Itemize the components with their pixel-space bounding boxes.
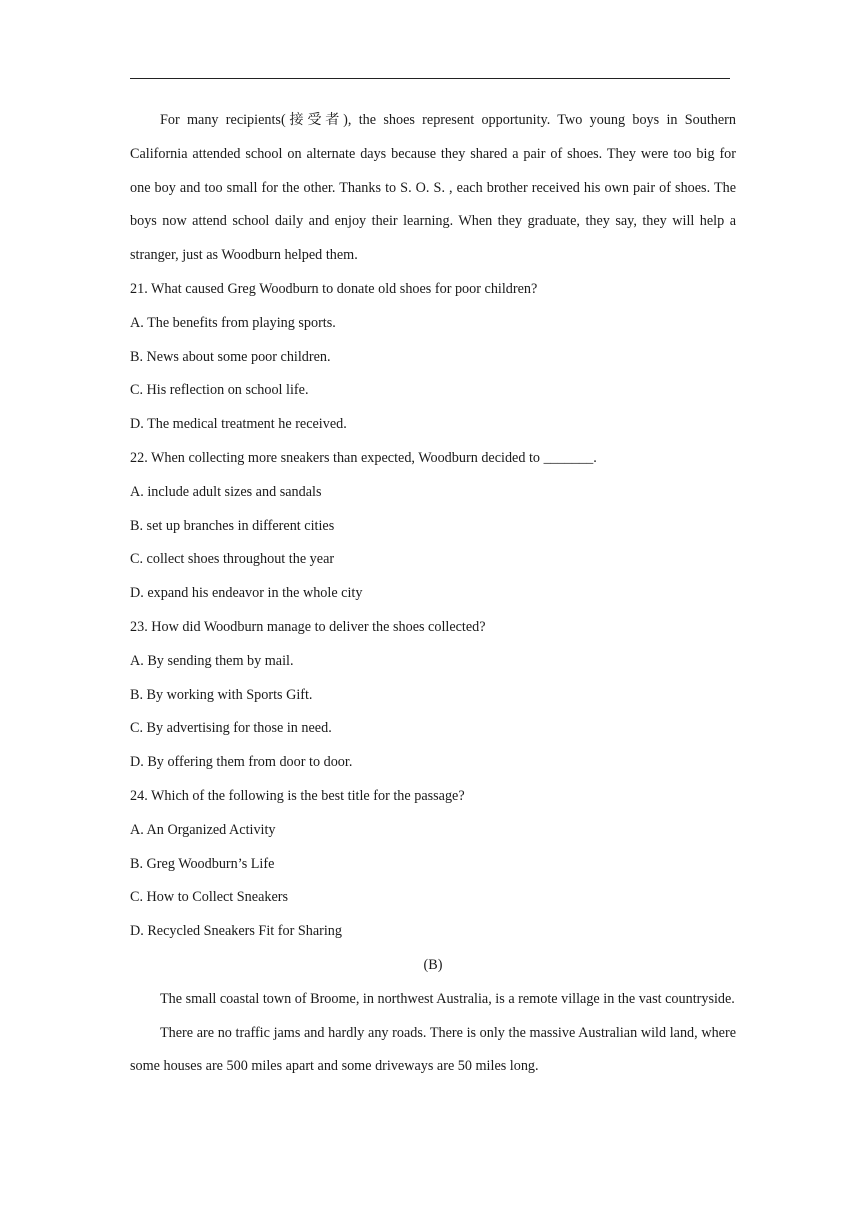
option-d: D. expand his endeavor in the whole city [130, 585, 363, 602]
question-stem: 23. How did Woodburn manage to deliver the shoes collected? [130, 618, 486, 635]
option-c: C. How to Collect Sneakers [130, 889, 289, 906]
section-heading: (B) [423, 956, 443, 973]
passage-b-paragraph: There are no traffic jams and hardly any roads. There is only the massive Australian wild land, where some houses are 500 miles apart and some driveways are 50 miles long. [130, 1024, 736, 1075]
option-c: C. His reflection on school life. [130, 382, 309, 399]
question-stem: 22. When collecting more sneakers than expected, Woodburn decided to _______. [130, 449, 597, 466]
option-b: B. By working with Sports Gift. [130, 686, 313, 703]
option-a: A. An Organized Activity [130, 821, 276, 838]
question-stem: 21. What caused Greg Woodburn to donate old shoes for poor children? [130, 280, 538, 297]
answer-options [130, 476, 736, 611]
question-21 [130, 273, 736, 442]
option-c: C. By advertising for those in need. [130, 720, 332, 737]
option-d: D. Recycled Sneakers Fit for Sharing [130, 923, 342, 940]
question-22 [130, 442, 736, 611]
option-a: A. By sending them by mail. [130, 652, 294, 669]
option-b: B. set up branches in different cities [130, 517, 335, 534]
option-d: D. By offering them from door to door. [130, 754, 353, 771]
passage-a-paragraph: For many recipients(接受者), the shoes represent opportunity. Two young boys in Southern California attended school on alternate days because they shared a pair of shoes. They were too big for one boy and too small for the other. Thanks to S. O. S. , each brother received his own pair of shoes. The boys now attend school daily and enjoy their learning. When they graduate, they say, they will help a stranger, just as Woodburn helped them. [130, 112, 736, 264]
header-rule [130, 78, 730, 79]
passage-b-paragraph: The small coastal town of Broome, in northwest Australia, is a remote village in the vast countryside. [160, 990, 735, 1007]
question-23 [130, 611, 736, 780]
option-b: B. Greg Woodburn’s Life [130, 855, 275, 872]
answer-options [130, 645, 736, 780]
answer-options [130, 814, 736, 949]
document-body [130, 104, 736, 1084]
option-b: B. News about some poor children. [130, 348, 331, 365]
option-a: A. The benefits from playing sports. [130, 314, 336, 331]
option-c: C. collect shoes throughout the year [130, 551, 335, 568]
option-a: A. include adult sizes and sandals [130, 483, 322, 500]
option-d: D. The medical treatment he received. [130, 416, 347, 433]
answer-options [130, 307, 736, 442]
question-24 [130, 780, 736, 949]
question-stem: 24. Which of the following is the best title for the passage? [130, 787, 465, 804]
